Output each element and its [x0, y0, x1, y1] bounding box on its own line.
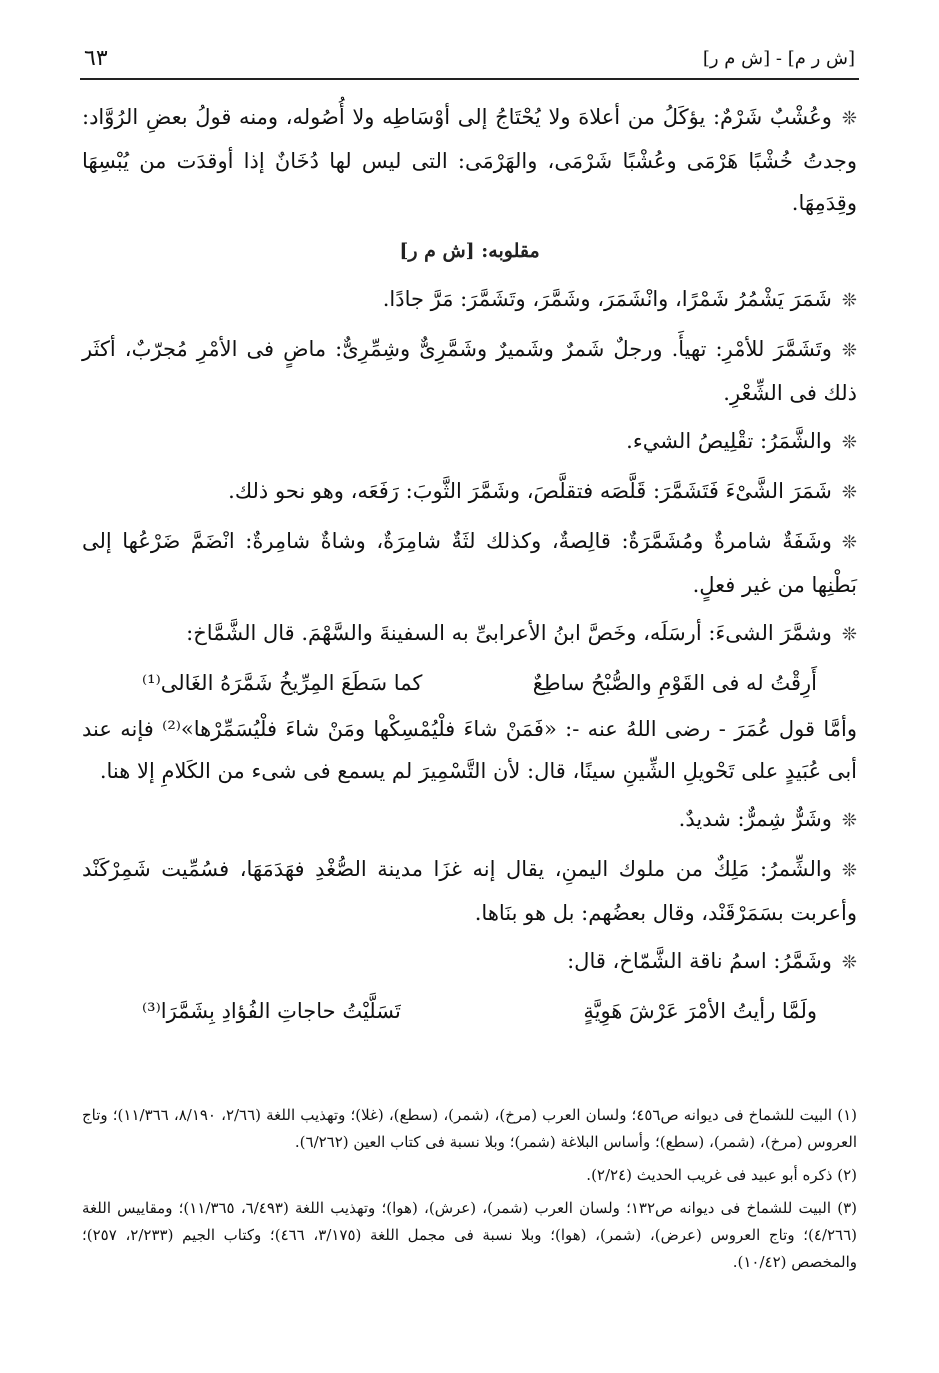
paragraph: ❊وعُشْبٌ شَرْمٌ: يؤكَلُ من أعلاهَ ولا يُحْتَاجُ إلى أوْسَاطِه ولا أُصُوله، ومنه قولُ بعضِ الرُوَّاد: وجدتُ خُشْبًا هَرْمَى وعُشْبًا شَرْمَى، والهَرْمَى: التى ليس لها دُخَانٌ إذا أوقدَت من يُبْسِهَا وقِدَمِهَا.: [82, 96, 857, 224]
asterisk-marker-icon: ❊: [841, 290, 857, 311]
footnote-marker: (٢): [837, 1166, 857, 1184]
asterisk-marker-icon: ❊: [841, 532, 857, 553]
footnotes: [82, 1102, 857, 1282]
paragraph: ❊وشَرٌّ شِمرٌّ: شديدٌ.: [82, 798, 857, 842]
verse-first-hemistich: ولَمَّا رأيتُ الأمْرَ عَرْشَ هَوِيَّةٍ: [583, 999, 817, 1023]
section-heading: مقلوبه: [ش م ر]: [399, 240, 540, 262]
paragraph: وأمَّا قول عُمَرَ - رضى اللهُ عنه -: «فَمَنْ شاءَ فلْيُمْسِكْها ومَنْ شاءَ فلْيُسَمِّرْها»⁽²⁾ فإنه عند أبى عُبَيدٍ على تَحْويلِ الشِّينِ سينًا، قال: لأن التَّسْمِيرَ لم يسمع فى شىء من الكَلامِ إلا هنا.: [82, 717, 857, 783]
asterisk-marker-icon: ❊: [841, 432, 857, 453]
footnote-marker: (١): [837, 1106, 857, 1124]
footnote: (٣) البيت للشماخ فى ديوانه ص١٣٢؛ ولسان العرب (شمر)، (عرش)، (هوا)؛ وتهذيب اللغة (٦/٤٩٣، ١١/٣٦٥)؛ ومقاييس اللغة (٤/٢٦٦)؛ وتاج العروس (عرض)، (شمر)، (هوا)؛ وبلا نسبة فى مجمل اللغة (٣/١٧٥، ٤٦٦)؛ وكتاب الجيم (٢/٢٣٣، ٢٥٧)؛ والمخصص (١٠/٤٢).: [82, 1199, 858, 1271]
header-rule: [80, 78, 859, 80]
paragraph: ❊وشَمَّرُ: اسمُ ناقة الشَّمّاخ، قال:: [82, 940, 857, 984]
paragraph: ❊شَمَرَ يَشْمُرُ شَمْرًا، وانْشَمَرَ، وشَمَّرَ، وتَشَمَّرَ: مَرَّ جادًا.: [82, 278, 857, 322]
verse-second-hemistich: كما سَطَعَ المِرِّيخُ شَمَّرَهُ الغَالى⁽¹⁾: [142, 671, 423, 695]
asterisk-marker-icon: ❊: [841, 340, 857, 361]
paragraph: ❊وشَفَةٌ شامرةٌ ومُشَمَّرَةٌ: قالِصةٌ، وكذلك لثَةٌ شامِرَةٌ، وشاةٌ شامِرةٌ: انْضَمَّ ضَرْعُها إلى بَطْنِها من غير فعلٍ.: [82, 520, 857, 606]
asterisk-marker-icon: ❊: [841, 108, 857, 129]
asterisk-marker-icon: ❊: [841, 482, 857, 503]
paragraph: ❊شَمَرَ الشَّىْءَ فَتَشَمَّرَ: قَلَّصَه فتقلَّصَ، وشَمَّرَ الثَّوبَ: رَفَعَه، وهو نحو ذلك.: [82, 470, 857, 514]
verse-second-hemistich: تَسَلَّيْتُ حاجاتِ الفُؤادِ بِشَمَّرَا⁽³⁾: [142, 999, 401, 1023]
paragraph: ❊وتَشَمَّرَ للأمْرِ: تهيأَ. ورجلٌ شَمرٌ وشَميرٌ وشَمَّرِىٌّ وشِمِّرِىٌّ: ماضٍ فى الأمْرِ مُجرّبٌ، أكثَر ذلك فى الشِّعْرِ.: [82, 328, 857, 414]
page-number: ٦٣: [84, 46, 108, 71]
poem-verse: [82, 662, 857, 704]
asterisk-marker-icon: ❊: [841, 810, 857, 831]
verse-first-hemistich: أَرِقْتُ له فى القَوْمِ والصُّبْحُ ساطِعٌ: [532, 671, 817, 695]
footnote: (٢) ذكره أبو عبيد فى غريب الحديث (٢/٢٤).: [586, 1166, 857, 1184]
page-header: [80, 42, 859, 78]
main-text: [82, 96, 857, 1036]
running-head: [ش ر م] - [ش م ر]: [702, 48, 855, 69]
paragraph: ❊والشَّمَرُ: تقْلِيصُ الشيء.: [82, 420, 857, 464]
asterisk-marker-icon: ❊: [841, 860, 857, 881]
asterisk-marker-icon: ❊: [841, 624, 857, 645]
asterisk-marker-icon: ❊: [841, 952, 857, 973]
footnote-marker: (٣): [837, 1199, 857, 1217]
paragraph: ❊وشمَّرَ الشىءَ: أرسَلَه، وخَصَّ ابنُ الأعرابىِّ به السفينةَ والسَّهْمَ. قال الشَّمَّاخ:: [82, 612, 857, 656]
paragraph: ❊والشِّمرُ: مَلِكٌ من ملوك اليمنِ، يقال إنه غزَا مدينة الصُّغْدِ فهَدَمَهَا، فسُمِّيت شَمِرْكَنْد وأعربت بسَمَرْقَنْد، وقال بعضُهم: بل هو بنَاها.: [82, 848, 857, 934]
footnote: (١) البيت للشماخ فى ديوانه ص٤٥٦؛ ولسان العرب (مرخ)، (شمر)، (سطع)، (غلا)؛ وتهذيب اللغة (٢/٦٦، ٨/١٩٠، ١١/٣٦٦)؛ وتاج العروس (مرخ)، (شمر)، (سطع)؛ وأساس البلاغة (شمر)؛ وبلا نسبة فى كتاب العين (٦/٢٦٢).: [82, 1106, 857, 1151]
poem-verse: [82, 990, 857, 1032]
